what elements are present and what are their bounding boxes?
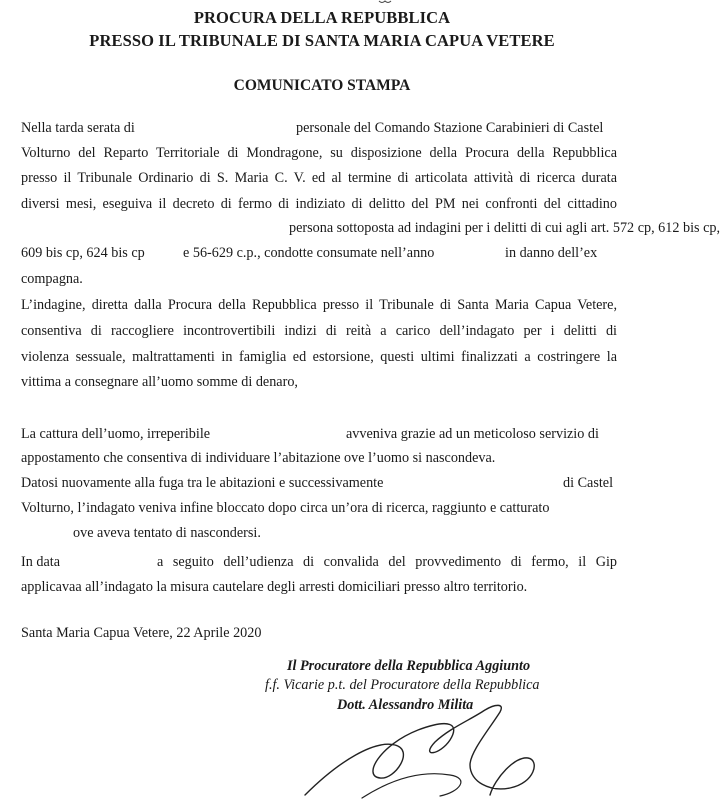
paragraph-2-line-3: violenza sessuale, maltrattamenti in famiglia ed estorsione, questi ultimi finalizzati a costringere la: [21, 349, 617, 365]
text-segment: a seguito dell’udienza di convalida del provvedimento di fermo, il Gip: [157, 554, 617, 570]
paragraph-4-line-2: applicavaa all’indagato la misura cautelare degli arresti domiciliari presso altro territorio.: [21, 579, 528, 595]
text-segment: in danno dell’ex: [505, 245, 598, 261]
text-segment: 609 bis cp, 624 bis cp: [21, 245, 145, 261]
paragraph-1-line-7: compagna.: [21, 271, 83, 287]
text-segment: In data: [21, 554, 60, 570]
signatory-function: f.f. Vicarie p.t. del Procuratore della Repubblica: [265, 677, 540, 693]
text-segment: avveniva grazie ad un meticoloso servizio di: [346, 426, 599, 442]
paragraph-4-line-1: [21, 553, 617, 571]
header-court: PRESSO IL TRIBUNALE DI SANTA MARIA CAPUA VETERE: [89, 31, 555, 50]
paragraph-3-line-1: [21, 425, 617, 443]
signatory-role: Il Procuratore della Repubblica Aggiunto: [287, 658, 531, 674]
text-segment: Datosi nuovamente alla fuga tra le abitazioni e successivamente: [21, 475, 384, 491]
handwritten-signature: [300, 700, 630, 800]
paragraph-2-line-1: L’indagine, diretta dalla Procura della Repubblica presso il Tribunale di Santa Maria Capua Vetere,: [21, 297, 617, 313]
paragraph-1-line-6: [21, 244, 617, 262]
text-segment: e 56-629 c.p., condotte consumate nell’anno: [183, 245, 435, 261]
paragraph-3-line-5: ove aveva tentato di nascondersi.: [73, 525, 261, 541]
place-and-date: Santa Maria Capua Vetere, 22 Aprile 2020: [21, 625, 262, 641]
paragraph-2-line-4: vittima a consegnare all’uomo somme di denaro,: [21, 374, 298, 390]
paragraph-1-line-3: presso il Tribunale Ordinario di S. Maria C. V. ed al termine di articolata attività di ricerca durata: [21, 170, 617, 186]
page-corner-mark: [378, 0, 392, 4]
paragraph-3-line-4: Volturno, l’indagato veniva infine bloccato dopo circa un’ora di ricerca, raggiunto e catturato: [21, 500, 550, 516]
header-office: PROCURA DELLA REPUBBLICA: [193, 8, 451, 27]
signatory-name: Dott. Alessandro Milita: [337, 697, 474, 713]
paragraph-1-line-1: [21, 119, 617, 137]
paragraph-2-line-2: consentiva di raccogliere incontrovertibili indizi di reità a carico dell’indagato per i delitti di: [21, 323, 617, 339]
text-segment: Nella tarda serata di: [21, 120, 135, 136]
paragraph-3-line-3: [21, 474, 617, 492]
paragraph-1-line-2: Volturno del Reparto Territoriale di Mondragone, su disposizione della Procura della Repubblica: [21, 145, 617, 161]
document-title: COMUNICATO STAMPA: [233, 77, 411, 94]
text-segment: di Castel: [563, 475, 614, 491]
paragraph-1-line-5: persona sottoposta ad indagini per i delitti di cui agli art. 572 cp, 612 bis cp,: [289, 220, 720, 236]
text-segment: personale del Comando Stazione Carabinieri di Castel: [296, 120, 604, 136]
paragraph-3-line-2: appostamento che consentiva di individuare l’abitazione ove l’uomo si nascondeva.: [21, 450, 496, 466]
paragraph-1-line-4: diversi mesi, eseguiva il decreto di fermo di indiziato di delitto del PM nei confronti del cittadino: [21, 196, 617, 212]
text-segment: La cattura dell’uomo, irreperibile: [21, 426, 211, 442]
